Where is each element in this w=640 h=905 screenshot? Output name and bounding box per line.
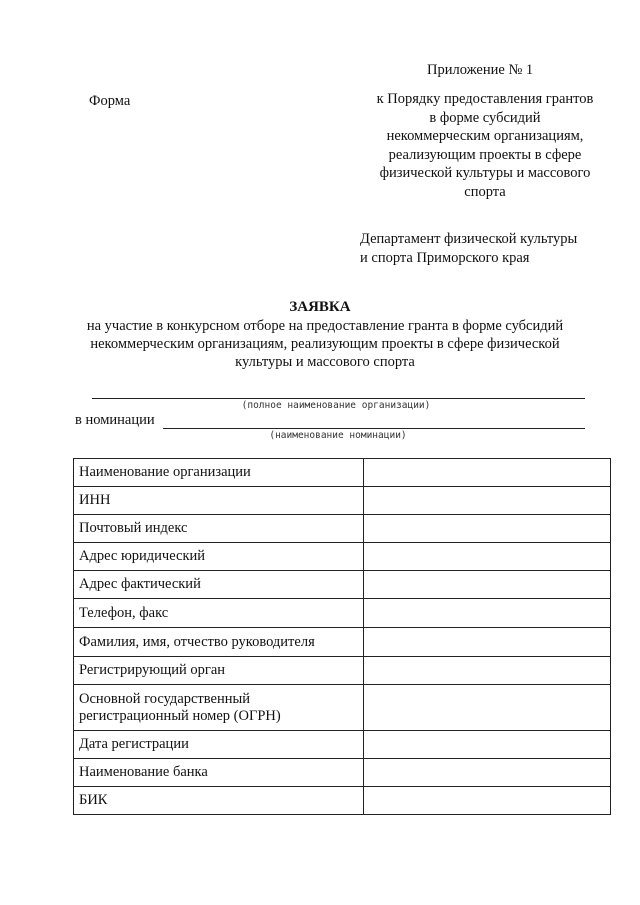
row-label: Фамилия, имя, отчество руководителя <box>74 628 364 657</box>
row-value-cell[interactable] <box>364 731 611 759</box>
recipient-line: и спорта Приморского края <box>360 249 530 266</box>
row-value-cell[interactable] <box>364 628 611 657</box>
row-value-cell[interactable] <box>364 487 611 515</box>
row-label: Дата регистрации <box>74 731 364 759</box>
row-value-cell[interactable] <box>364 459 611 487</box>
order-line: к Порядку предоставления грантов <box>376 91 594 107</box>
row-label: Адрес юридический <box>74 543 364 571</box>
row-label: Телефон, факс <box>74 599 364 628</box>
row-label: Наименование банка <box>74 759 364 787</box>
row-label: Адрес фактический <box>74 571 364 599</box>
order-line: спорта <box>464 183 506 200</box>
table-row <box>74 759 611 787</box>
table-row <box>74 487 611 515</box>
row-value-cell[interactable] <box>364 787 611 815</box>
table-row <box>74 731 611 759</box>
recipient-department <box>360 230 610 267</box>
subtitle-line: на участие в конкурсном отборе на предоставление гранта в форме субсидий <box>86 318 564 334</box>
row-value-cell[interactable] <box>364 543 611 571</box>
row-value-cell[interactable] <box>364 571 611 599</box>
organization-name-caption: (полное наименование организации) <box>241 400 431 411</box>
table-row <box>74 571 611 599</box>
row-label: Регистрирующий орган <box>74 657 364 685</box>
table-row <box>74 599 611 628</box>
subtitle-line: культуры и массового спорта <box>235 354 415 370</box>
nomination-caption: (наименование номинации) <box>269 430 407 441</box>
row-label: ИНН <box>74 487 364 515</box>
row-value-cell[interactable] <box>364 515 611 543</box>
order-line: в форме субсидий <box>429 109 541 126</box>
row-label: Почтовый индекс <box>74 515 364 543</box>
table-row <box>74 657 611 685</box>
table-row <box>74 515 611 543</box>
row-value-cell[interactable] <box>364 759 611 787</box>
recipient-line: Департамент физической культуры <box>360 231 578 247</box>
appendix-number: Приложение № 1 <box>427 62 534 78</box>
row-value-cell[interactable] <box>364 657 611 685</box>
table-row <box>74 543 611 571</box>
order-reference <box>360 90 610 201</box>
document-subtitle <box>70 317 580 371</box>
row-label: Основной государственный регистрационный номер (ОГРН) <box>74 685 364 731</box>
application-table <box>73 458 611 815</box>
document-title: ЗАЯВКА <box>289 299 351 315</box>
order-line: некоммерческим организациям, <box>386 128 584 144</box>
row-value-cell[interactable] <box>364 599 611 628</box>
form-label: Форма <box>89 93 131 109</box>
nomination-field[interactable] <box>163 428 585 429</box>
order-line: физической культуры и массового <box>379 165 591 181</box>
table-row <box>74 787 611 815</box>
table-row <box>74 685 611 731</box>
table-row <box>74 459 611 487</box>
table-row <box>74 628 611 657</box>
nomination-label: в номинации <box>75 412 155 428</box>
row-label: БИК <box>74 787 364 815</box>
organization-name-field[interactable] <box>92 398 585 399</box>
subtitle-line: некоммерческим организациям, реализующим проекты в сфере физической <box>90 336 560 352</box>
order-line: реализующим проекты в сфере <box>388 146 582 163</box>
row-label: Наименование организации <box>74 459 364 487</box>
row-value-cell[interactable] <box>364 685 611 731</box>
